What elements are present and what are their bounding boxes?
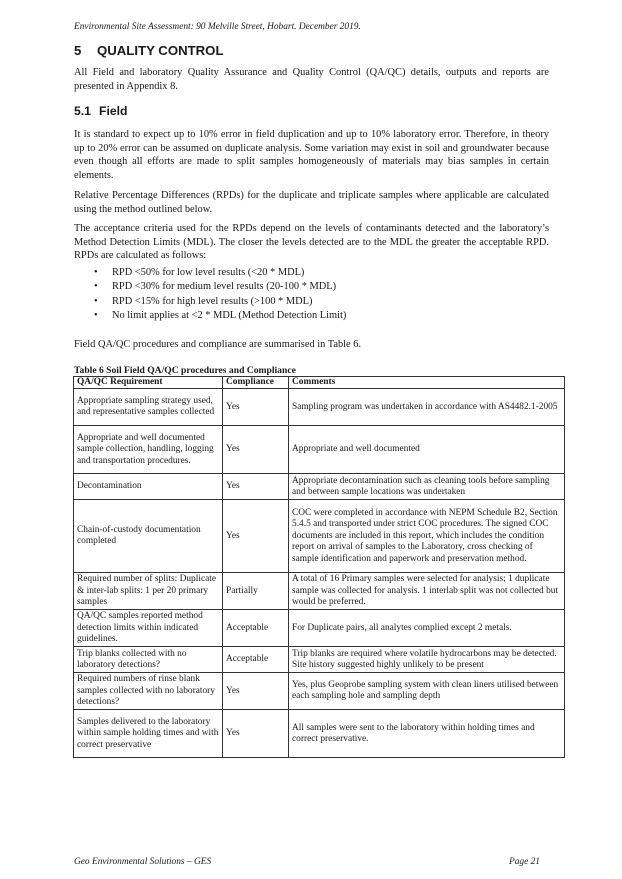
table-row xyxy=(74,500,565,573)
compliance-cell: Yes xyxy=(223,710,289,758)
compliance-cell: Partially xyxy=(223,573,289,610)
comments-cell: All samples were sent to the laboratory within holding times and correct preservative. xyxy=(289,710,565,758)
table-row xyxy=(74,426,565,474)
comments-cell: Yes, plus Geoprobe sampling system with clean liners utilised between each sampling hole and sampling depth xyxy=(289,673,565,710)
comments-cell: Appropriate and well documented xyxy=(289,426,565,474)
subsection-title: Field xyxy=(99,104,128,118)
footer-company: Geo Environmental Solutions – GES xyxy=(74,857,212,867)
table-row xyxy=(74,647,565,673)
column-header: Comments xyxy=(289,377,565,389)
requirement-cell: Appropriate and well documented sample collection, handling, logging and transportation procedures. xyxy=(74,426,223,474)
compliance-cell: Acceptable xyxy=(223,610,289,647)
comments-cell: Sampling program was undertaken in accordance with AS4482.1-2005 xyxy=(289,389,565,426)
compliance-cell: Yes xyxy=(223,389,289,426)
requirement-cell: Appropriate sampling strategy used, and representative samples collected xyxy=(74,389,223,426)
qaqc-table xyxy=(73,376,565,758)
compliance-cell: Yes xyxy=(223,673,289,710)
paragraph-acceptance-criteria: The acceptance criteria used for the RPDs depend on the levels of contaminants detected and the laboratory’s Method Detection Limits (MDL). The closer the levels detected are to the MDL the greater the acceptable RPD. RPDs are calculated as follows: xyxy=(74,223,549,262)
footer-page-number: Page 21 xyxy=(509,857,540,867)
requirement-cell: Samples delivered to the laboratory within sample holding times and with correct preservative xyxy=(74,710,223,758)
list-item: • No limit applies at <2 * MDL (Method Detection Limit) xyxy=(74,309,346,323)
table-row xyxy=(74,610,565,647)
compliance-cell: Yes xyxy=(223,474,289,500)
comments-cell: Appropriate decontamination such as cleaning tools before sampling and between sample locations was undertaken xyxy=(289,474,565,500)
table-row xyxy=(74,389,565,426)
column-header: QA/QC Requirement xyxy=(74,377,223,389)
column-header: Compliance xyxy=(223,377,289,389)
requirement-cell: Required numbers of rinse blank samples collected with no laboratory detections? xyxy=(74,673,223,710)
section-number: 5 xyxy=(74,43,82,58)
table-caption: Table 6 Soil Field QA/QC procedures and Compliance xyxy=(74,365,296,376)
paragraph-rpd-method: Relative Percentage Differences (RPDs) for the duplicate and triplicate samples where applicable are calculated using the method outlined below. xyxy=(74,190,549,215)
comments-cell: COC were completed in accordance with NEPM Schedule B2, Section 5.4.5 and transported under strict COC procedures. The signed COC documents are included in this report, which includes the condition report on arrival of samples to the Laboratory, cross checking of sample identification and paperwork and preservation method. xyxy=(289,500,565,573)
running-header: Environmental Site Assessment: 90 Melville Street, Hobart. December 2019. xyxy=(74,22,361,32)
requirement-cell: Required number of splits: Duplicate & inter-lab splits: 1 per 20 primary samples xyxy=(74,573,223,610)
subsection-heading xyxy=(74,104,127,118)
rpd-criteria-list xyxy=(74,266,346,324)
paragraph-error-expectation: It is standard to expect up to 10% error in field duplication and up to 10% laboratory error. Therefore, in theory up to 20% error can be assumed on duplicate analysis. Some variation may exist in soil and groundwater because even though all efforts are made to split samples homogeneously of materials may bias samples in certain elements. xyxy=(74,129,549,181)
comments-cell: A total of 16 Primary samples were selected for analysis; 1 duplicate sample was collected for analysis. 1 interlab split was not collected but would be preferred. xyxy=(289,573,565,610)
table-row xyxy=(74,474,565,500)
comments-cell: Trip blanks are required where volatile hydrocarbons may be detected. Site history suggested highly unlikely to be present xyxy=(289,647,565,673)
requirement-cell: Trip blanks collected with no laboratory detections? xyxy=(74,647,223,673)
comments-cell: For Duplicate pairs, all analytes complied except 2 metals. xyxy=(289,610,565,647)
list-item: • RPD <50% for low level results (<20 * MDL) xyxy=(74,266,346,280)
requirement-cell: Decontamination xyxy=(74,474,223,500)
requirement-cell: QA/QC samples reported method detection limits within indicated guidelines. xyxy=(74,610,223,647)
compliance-cell: Yes xyxy=(223,500,289,573)
paragraph-summary: Field QA/QC procedures and compliance are summarised in Table 6. xyxy=(74,339,362,350)
requirement-cell: Chain-of-custody documentation completed xyxy=(74,500,223,573)
subsection-number: 5.1 xyxy=(74,104,91,118)
compliance-cell: Acceptable xyxy=(223,647,289,673)
table-row xyxy=(74,673,565,710)
table-header-row xyxy=(74,377,565,389)
section-title: QUALITY CONTROL xyxy=(97,43,224,58)
table-row xyxy=(74,710,565,758)
table-row xyxy=(74,573,565,610)
list-item: • RPD <30% for medium level results (20-100 * MDL) xyxy=(74,280,346,294)
intro-paragraph: All Field and laboratory Quality Assurance and Quality Control (QA/QC) details, outputs and reports are presented in Appendix 8. xyxy=(74,67,549,92)
section-heading xyxy=(74,43,224,58)
compliance-cell: Yes xyxy=(223,426,289,474)
list-item: • RPD <15% for high level results (>100 * MDL) xyxy=(74,295,346,309)
